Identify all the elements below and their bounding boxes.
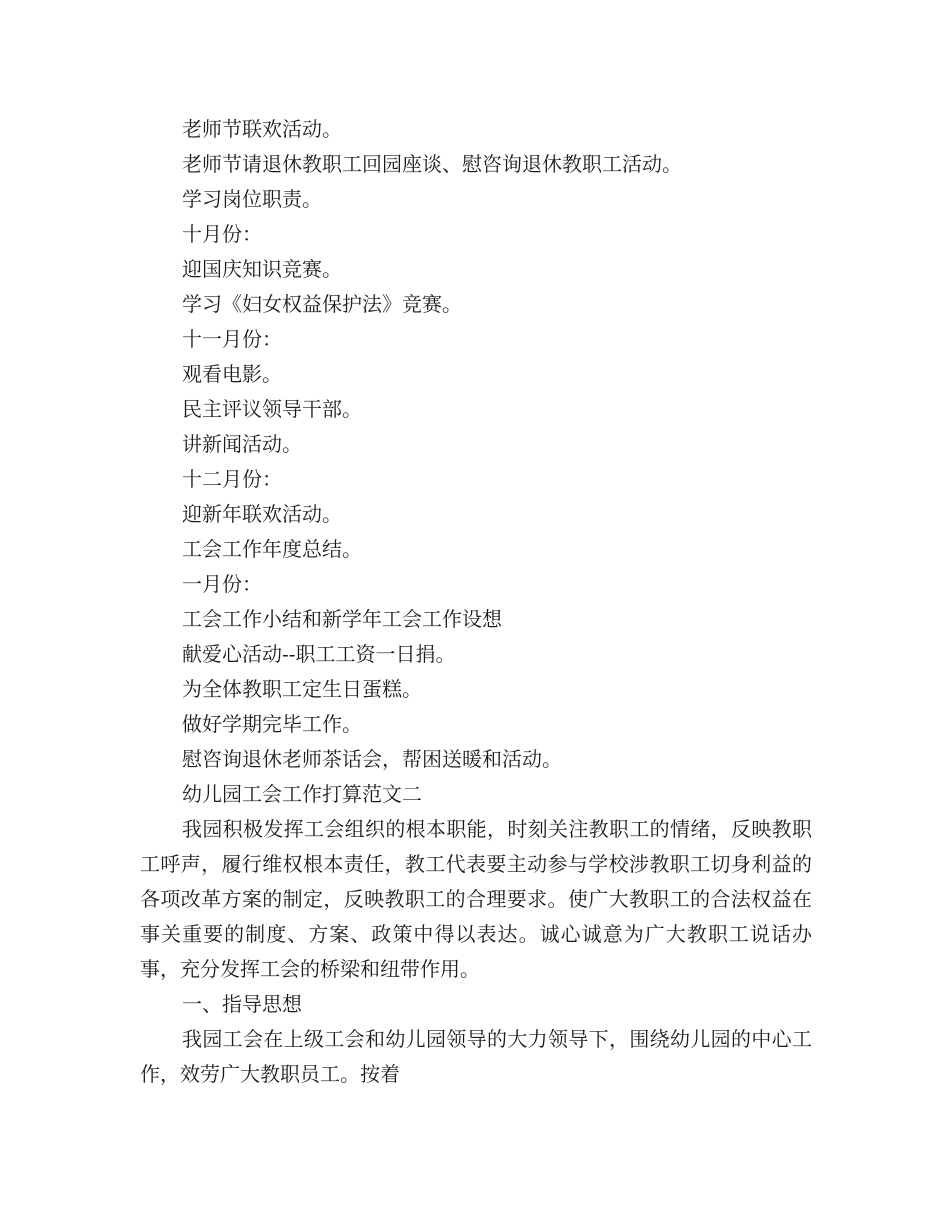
text-line: 学习岗位职责。 [182,187,322,211]
body-paragraph: 我园工会在上级工会和幼儿园领导的大力领导下，围绕幼儿园的中心工作，效劳广大教职员工。按着 [140,1027,812,1086]
text-line: 迎国庆知识竞赛。 [182,257,342,281]
text-line: 讲新闻活动。 [182,432,302,456]
text-line: 为全体教职工定生日蛋糕。 [182,677,422,701]
month-heading-january: 一月份： [182,572,262,596]
text-line: 学习《妇女权益保护法》竞赛。 [182,292,462,316]
text-line: 工会工作小结和新学年工会工作设想 [182,607,502,631]
text-line: 做好学期完毕工作。 [182,712,362,736]
text-line: 民主评议领导干部。 [182,397,362,421]
month-heading-october: 十月份： [182,222,262,246]
text-line: 工会工作年度总结。 [182,537,362,561]
text-line: 献爱心活动--职工工资一日捐。 [182,642,456,666]
text-line: 观看电影。 [182,362,282,386]
text-line: 慰咨询退休老师茶话会，帮困送暖和活动。 [182,747,562,771]
month-heading-december: 十二月份： [182,467,282,491]
month-heading-november: 十一月份： [182,327,282,351]
text-line: 老师节请退休教职工回园座谈、慰咨询退休教职工活动。 [182,152,682,176]
body-paragraph: 我园积极发挥工会组织的根本职能，时刻关注教职工的情绪，反映教职工呼声，履行维权根本责任，教工代表要主动参与学校涉教职工切身利益的各项改革方案的制定，反映教职工的合理要求。使广大教职工的合法权益在事关重要的制度、方案、政策中得以表达。诚心诚意为广大教职工说话办事，充分发挥工会的桥梁和纽带作用。 [140,817,812,981]
document-body [140,112,812,1092]
section-title: 幼儿园工会工作打算范文二 [182,782,422,806]
text-line: 迎新年联欢活动。 [182,502,342,526]
section-heading: 一、指导思想 [182,992,302,1016]
text-line: 老师节联欢活动。 [182,117,342,141]
